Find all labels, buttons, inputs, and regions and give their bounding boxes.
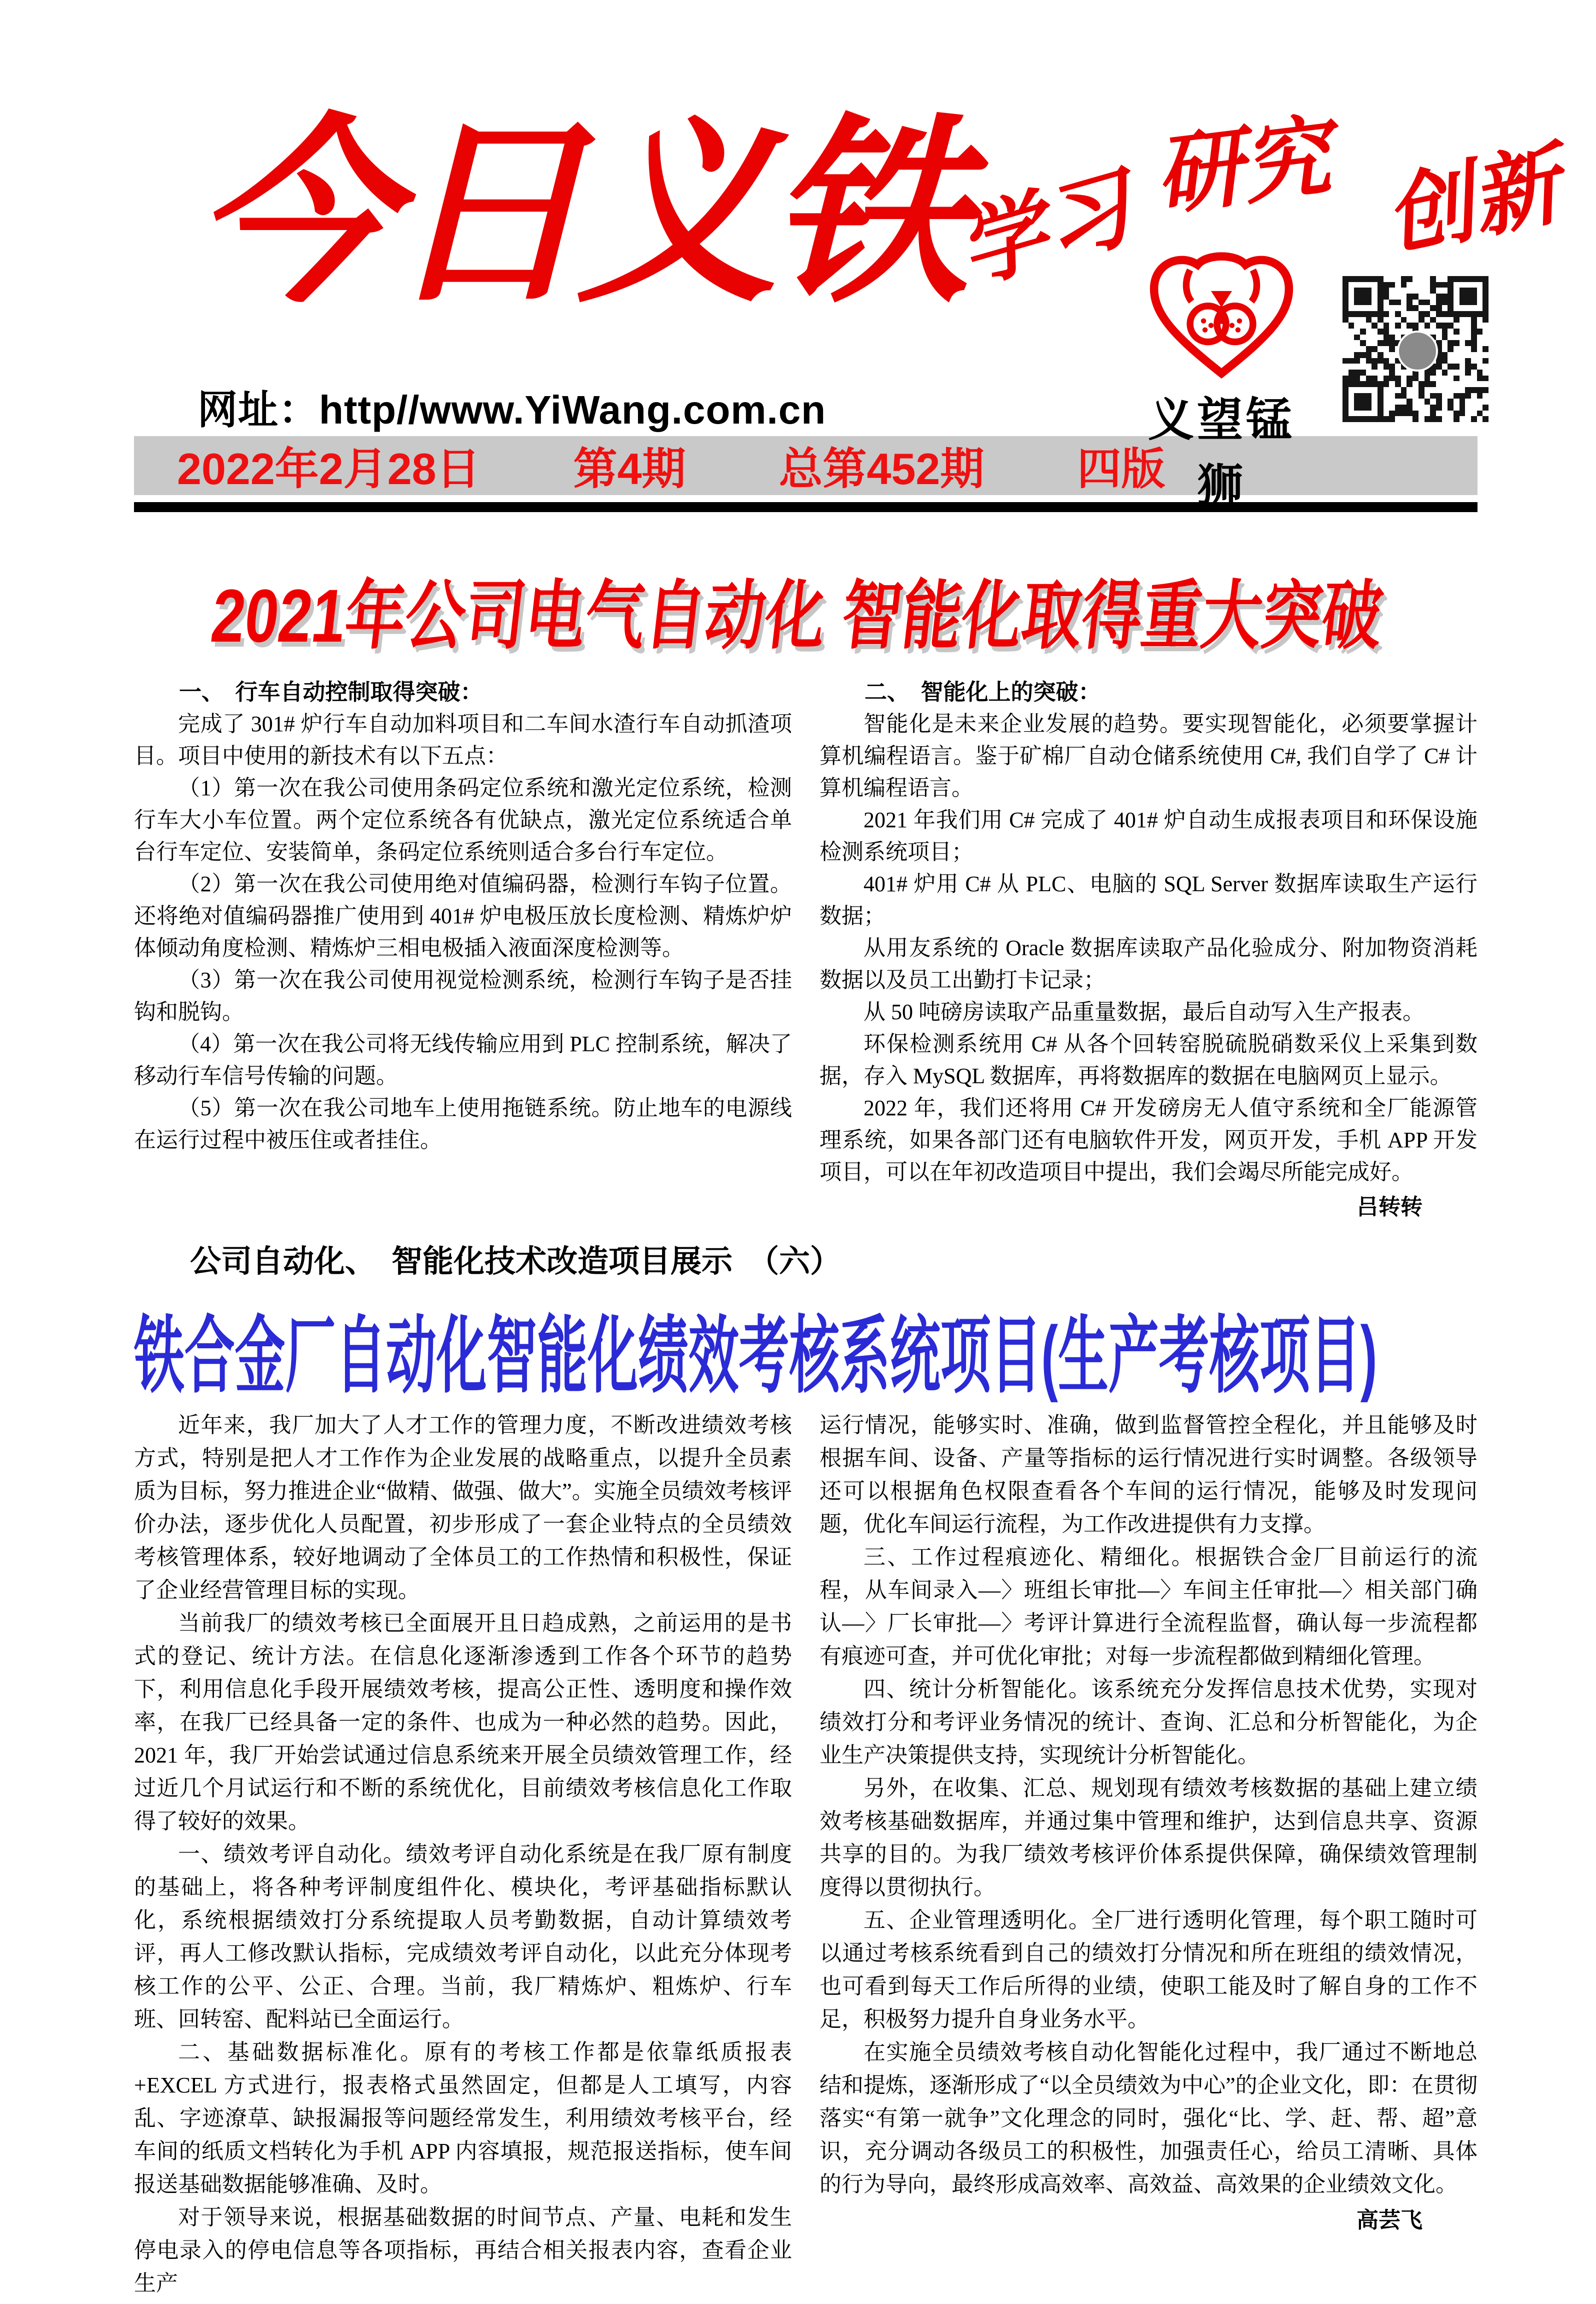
paragraph: （4）第一次在我公司将无线传输应用到 PLC 控制系统，解决了移动行车信号传输的问题。 xyxy=(134,1032,792,1088)
article2-right-column xyxy=(820,1409,1478,2300)
paragraph: 近年来，我厂加大了人才工作的管理力度，不断改进绩效考核方式，特别是把人才工作作为企业发展的战略重点，以提升全员素质为目标，努力推进企业“做精、做强、做大”。实施全员绩效考核评价办法，逐步优化人员配置，初步形成了一套企业特点的全员绩效考核管理体系，较好地调动了全体员工的工作热情和积极性，保证了企业经营管理目标的实现。 xyxy=(134,1413,792,1602)
qr-code xyxy=(1342,276,1488,422)
page-number: 四版 xyxy=(1077,444,1166,494)
paragraph: （1）第一次在我公司使用条码定位系统和激光定位系统，检测行车大小车位置。两个定位系统各有优缺点，激光定位系统适合单台行车定位、安装简单，条码定位系统则适合多台行车定位。 xyxy=(134,776,792,864)
paragraph: 当前我厂的绩效考核已全面展开且日趋成熟，之前运用的是书式的登记、统计方法。在信息化逐渐渗透到工作各个环节的趋势下，利用信息化手段开展绩效考核，提高公正性、透明度和操作效率，在我厂已经具备一定的条件、也成为一种必然的趋势。因此，2021 年，我厂开始尝试通过信息系统来开展全员绩效管理工作，经过近几个月试运行和不断的系统优化，目前绩效考核信息化工作取得了较好的效果。 xyxy=(134,1611,792,1833)
series-label: 公司自动化、 智能化技术改造项目展示 （六） xyxy=(190,1244,842,1279)
paragraph: （2）第一次在我公司使用绝对值编码器，检测行车钩子位置。还将绝对值编码器推广使用到 401# 炉电极压放长度检测、精炼炉炉体倾动角度检测、精炼炉三相电极插入液面深度检测等。 xyxy=(134,872,792,960)
article1-headline-text: 2021年公司电气自动化 智能化取得重大突破 xyxy=(207,574,1388,658)
logo-caption: 义望锰狮 xyxy=(1148,395,1295,512)
paragraph: 2022 年，我们还将用 C# 开发磅房无人值守系统和全厂能源管理系统，如果各部门还有电脑软件开发，网页开发，手机 APP 开发项目，可以在年初改造项目中提出，我们会竭尽所能完成好。 xyxy=(820,1096,1478,1184)
article1-headline xyxy=(0,555,1596,658)
slogan-word-innovate: 创新 xyxy=(1376,133,1569,270)
article1-section2-heading: 二、 智能化上的突破： xyxy=(864,679,1101,705)
paragraph: 一、绩效考评自动化。绩效考评自动化系统是在我厂原有制度的基础上，将各种考评制度组件化、模块化，考评基础指标默认化，系统根据绩效打分系统提取人员考勤数据，自动计算绩效考评，再人工修改默认指标，完成绩效考评自动化，以此充分体现考核工作的公平、公正、合理。当前，我厂精炼炉、粗炼炉、行车班、回转窑、配料站已全面运行。 xyxy=(134,1842,792,2031)
slogan-word-study: 学习 xyxy=(946,155,1144,303)
article1-body xyxy=(134,676,1478,1223)
newspaper-title: 今日义铁 xyxy=(195,95,959,330)
issue-date: 2022年2月28日 xyxy=(177,444,480,494)
paragraph: 运行情况，能够实时、准确，做到监督管控全程化，并且能够及时根据车间、设备、产量等指标的运行情况进行实时调整。各级领导还可以根据角色权限查看各个车间的运行情况，能够及时发现问题，优化车间运行流程，为工作改进提供有力支撑。 xyxy=(820,1413,1478,1536)
author-signature-2: 高芸飞 xyxy=(1356,2208,1422,2232)
article2-headline xyxy=(134,1289,1478,1403)
paragraph: （3）第一次在我公司使用视觉检测系统，检测行车钩子是否挂钩和脱钩。 xyxy=(134,968,792,1024)
article1-right-column xyxy=(820,676,1478,1223)
slogan-word-research: 研究 xyxy=(1149,105,1336,228)
paragraph: 在实施全员绩效考核自动化智能化过程中，我厂通过不断地总结和提炼，逐渐形成了“以全员绩效为中心”的企业文化，即：在贯彻落实“有第一就争”文化理念的同时，强化“比、学、赶、帮、超”意识，充分调动各级员工的积极性，加强责任心，给员工清晰、具体的行为导向，最终形成高效率、高效益、高效果的企业绩效文化。 xyxy=(820,2040,1478,2196)
paragraph: 401# 炉用 C# 从 PLC、电脑的 SQL Server 数据库读取生产运行数据； xyxy=(820,872,1478,928)
paragraph: 从 50 吨磅房读取产品重量数据，最后自动写入生产报表。 xyxy=(864,1000,1424,1024)
article2-body xyxy=(134,1409,1478,2300)
paragraph: 四、统计分析智能化。该系统充分发挥信息技术优势，实现对绩效打分和考评业务情况的统计、查询、汇总和分析智能化，为企业生产决策提供支持，实现统计分析智能化。 xyxy=(820,1677,1478,1767)
issue-number: 第4期 xyxy=(573,444,686,494)
total-issue-number: 总第452期 xyxy=(778,444,984,494)
paragraph: 对于领导来说，根据基础数据的时间节点、产量、电耗和发生停电录入的停电信息等各项指标，再结合相关报表内容，查看企业生产 xyxy=(134,2205,792,2295)
paragraph: 完成了 301# 炉行车自动加料项目和二车间水渣行车自动抓渣项目。项目中使用的新技术有以下五点： xyxy=(134,712,792,768)
paragraph: 环保检测系统用 C# 从各个回转窑脱硫脱硝数采仪上采集到数据，存入 MySQL 数据库，再将数据库的数据在电脑网页上显示。 xyxy=(820,1032,1478,1088)
article2-headline-text: 铁合金厂自动化智能化绩效考核系统项目(生产考核项目) xyxy=(134,1309,1378,1403)
article1-left-column xyxy=(134,676,792,1223)
article1-section1-heading: 一、 行车自动控制取得突破： xyxy=(179,679,483,705)
paragraph: 二、基础数据标准化。原有的考核工作都是依靠纸质报表 +EXCEL 方式进行，报表格式虽然固定，但都是人工填写，内容乱、字迹潦草、缺报漏报等问题经常发生，利用绩效考核平台，经车间的纸质文档转化为手机 APP 内容填报，规范报送指标，使车间报送基础数据能够准确、及时。 xyxy=(134,2040,792,2196)
paragraph: 五、企业管理透明化。全厂进行透明化管理，每个职工随时可以通过考核系统看到自己的绩效打分情况和所在班组的绩效情况，也可看到每天工作后所得的业绩，使职工能及时了解自身的工作不足，积极努力提升自身业务水平。 xyxy=(820,1908,1478,2031)
lion-heart-icon xyxy=(1146,248,1296,379)
paragraph: 另外，在收集、汇总、规划现有绩效考核数据的基础上建立绩效考核基础数据库，并通过集中管理和维护，达到信息共享、资源共享的目的。为我厂绩效考核评价体系提供保障，确保绩效管理制度得以贯彻执行。 xyxy=(820,1776,1478,1899)
article2-left-column xyxy=(134,1409,792,2300)
paragraph: 三、工作过程痕迹化、精细化。根据铁合金厂目前运行的流程，从车间录入—〉班组长审批—〉车间主任审批—〉相关部门确认—〉厂长审批—〉考评计算进行全流程监督，确认每一步流程都有痕迹可查，并可优化审批；对每一步流程都做到精细化管理。 xyxy=(820,1545,1478,1668)
lion-logo xyxy=(1125,248,1318,515)
author-signature-1: 吕转转 xyxy=(1356,1195,1422,1219)
paragraph: 从用友系统的 Oracle 数据库读取产品化验成分、附加物资消耗数据以及员工出勤打卡记录； xyxy=(820,936,1478,992)
paragraph: 2021 年我们用 C# 完成了 401# 炉自动生成报表项目和环保设施检测系统项目； xyxy=(820,808,1478,864)
paragraph: 智能化是未来企业发展的趋势。要实现智能化，必须要掌握计算机编程语言。鉴于矿棉厂自动仓储系统使用 C#, 我们自学了 C# 计算机编程语言。 xyxy=(820,712,1478,800)
website-url: 网址：http//www.YiWang.com.cn xyxy=(198,388,826,432)
paragraph: （5）第一次在我公司地车上使用拖链系统。防止地车的电源线在运行过程中被压住或者挂住。 xyxy=(134,1096,792,1152)
